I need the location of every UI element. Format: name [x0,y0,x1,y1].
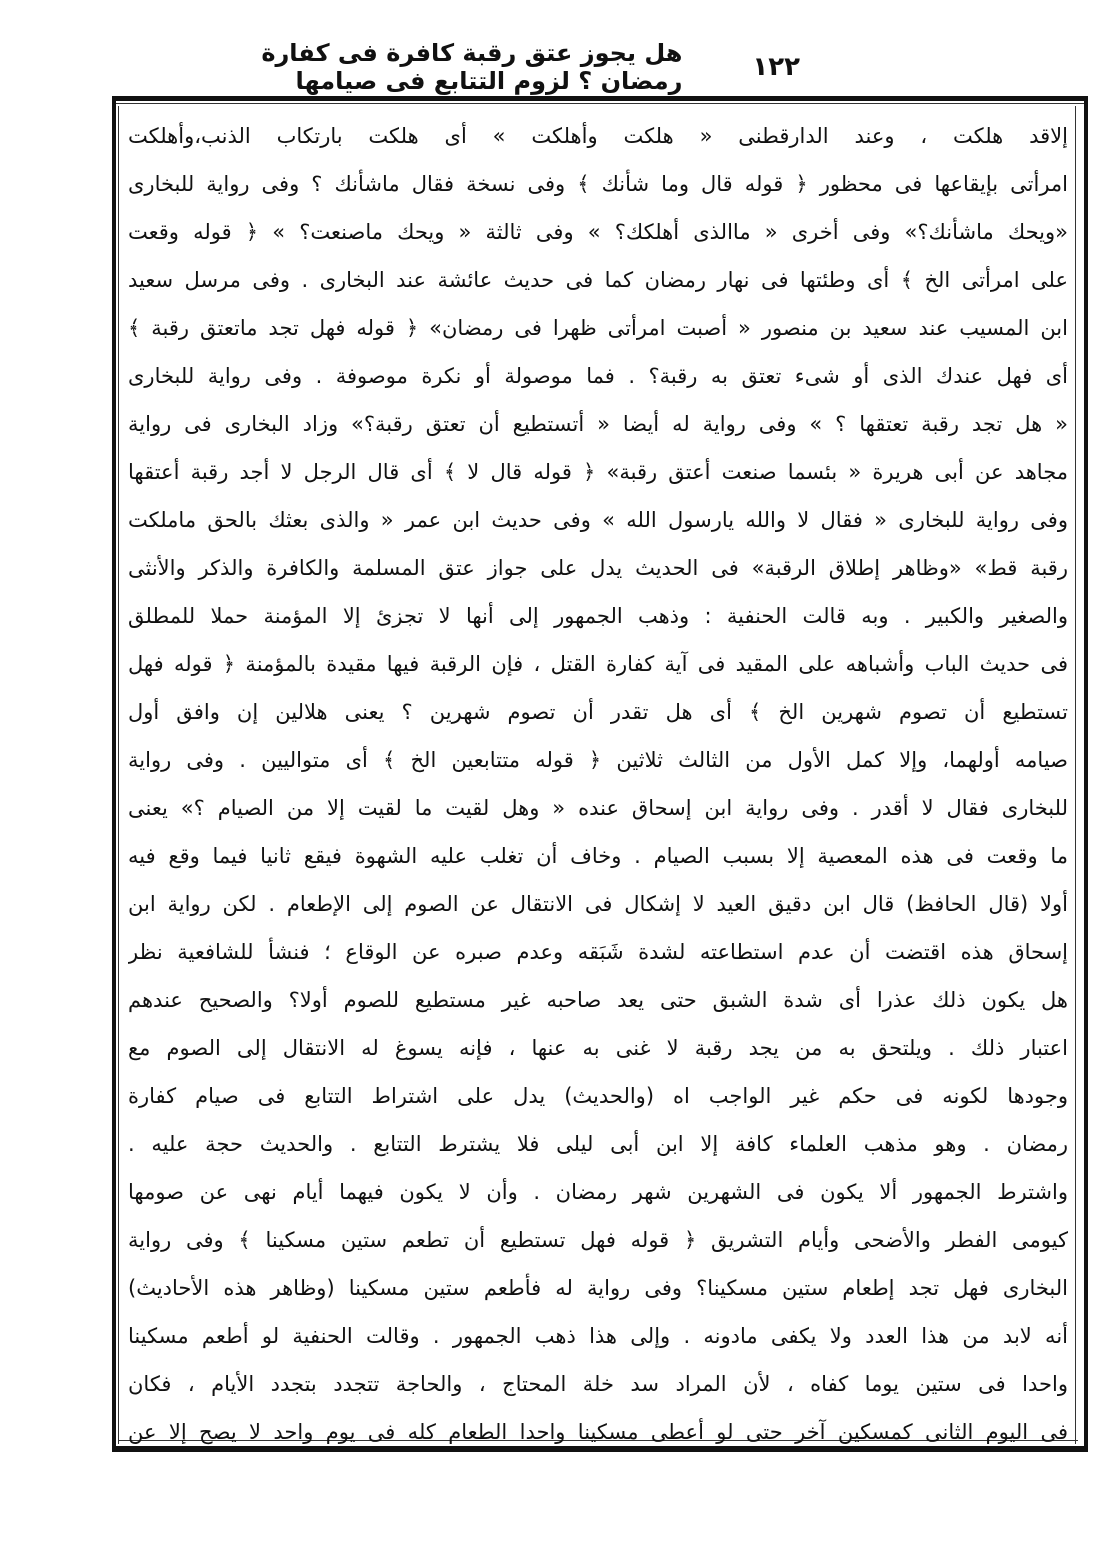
text-line: أى فهل عندك الذى أو شىء تعتق به رقبة؟ . فما موصولة أو نكرة موصوفة . وفى رواية للبخارى [128,364,1068,388]
text-line: هل يكون ذلك عذرا أى شدة الشبق حتى يعد صاحبه غير مستطيع للصوم أولا؟ والصحيح عندهم [128,988,1068,1012]
text-line: «ويحك ماشأنك؟» وفى أخرى « ماالذى أهلكك؟ » وفى ثالثة « ويحك ماصنعت؟ » ﴿ قوله وقعت [128,220,1068,244]
text-line: أنه لابد من هذا العدد ولا يكفى مادونه . وإلى هذا ذهب الجمهور . وقالت الحنفية لو أطعم مسكينا [128,1324,1068,1348]
text-line: ما وقعت فى هذه المعصية إلا بسبب الصيام . وخاف أن تغلب عليه الشهوة فيقع ثانيا فيما وقع فيه [128,844,1068,868]
text-line: امرأتى بإيقاعها فى محظور ﴿ قوله قال وما شأنك ﴾ وفى نسخة فقال ماشأنك ؟ وفى رواية للبخارى [128,172,1068,196]
text-line: وجودها لكونه فى حكم غير الواجب اه (والحديث) يدل على اشتراط التتابع فى صيام كفارة [128,1084,1068,1108]
text-line: والصغير والكبير . وبه قالت الحنفية : وذهب الجمهور إلى أنها لا تجزئ إلا المؤمنة حملا للمطلق [128,604,1068,628]
text-line: رمضان . وهو مذهب العلماء كافة إلا ابن أبى ليلى فلا يشترط التتابع . والحديث حجة عليه . [128,1132,1068,1156]
text-line: « هل تجد رقبة تعتقها ؟ » وفى رواية له أيضا « أتستطيع أن تعتق رقبة؟» وزاد البخارى فى رواية [128,412,1068,436]
text-line: أولا (قال الحافظ) قال ابن دقيق العيد لا إشكال فى الانتقال عن الصوم إلى الإطعام . لكن رواية ابن [128,892,1068,916]
text-line: ابن المسيب عند سعيد بن منصور « أصبت امرأتى ظهرا فى رمضان» ﴿ قوله فهل تجد ماتعتق رقبة ﴾ [128,316,1068,340]
text-line: البخارى فهل تجد إطعام ستين مسكينا؟ وفى رواية له فأطعم ستين مسكينا (وظاهر هذه الأحاديث) [128,1276,1068,1300]
text-line: مجاهد عن أبى هريرة « بئسما صنعت أعتق رقبة» ﴿ قوله قال لا ﴾ أى قال الرجل لا أجد رقبة أعتقها [128,460,1068,484]
text-line: إلاقد هلكت ، وعند الدارقطنى « هلكت وأهلكت » أى هلكت بارتكاب الذنب،وأهلكت [128,124,1068,148]
text-line: تستطيع أن تصوم شهرين الخ ﴾ أى هل تقدر أن تصوم شهرين ؟ يعنى هلالين إن وافق أول [128,700,1068,724]
text-line: وفى رواية للبخارى « فقال لا والله يارسول الله » وفى حديث ابن عمر « والذى بعثك بالحق ماملكت [128,508,1068,532]
text-line: فى اليوم الثانى كمسكين آخر حتى لو أعطى مسكينا واحدا الطعام كله فى يوم واحد لا يصح إلا عن [128,1420,1068,1444]
text-line: على امرأتى الخ ﴾ أى وطئتها فى نهار رمضان كما فى حديث عائشة عند البخارى . وفى مرسل سعيد [128,268,1068,292]
text-line: واحدا فى ستين يوما كفاه ، لأن المراد سد خلة المحتاج ، والحاجة تتجدد بتجدد الأيام ، فكان [128,1372,1068,1396]
running-title: هل يجوز عتق رقبة كافرة فى كفارة رمضان ؟ لزوم التتابع فى صيامها [261,39,683,95]
text-line: واشترط الجمهور ألا يكون فى الشهرين شهر رمضان . وأن لا يكون فيهما أيام نهى عن صومها [128,1180,1068,1204]
text-line: للبخارى فقال لا أقدر . وفى رواية ابن إسحاق عنده « وهل لقيت ما لقيت إلا من الصيام ؟» يعنى [128,796,1068,820]
text-line: صيامه أولهما، وإلا كمل الأول من الثالث ثلاثين ﴿ قوله متتابعين الخ ﴾ أى متواليين . وفى رواية [128,748,1068,772]
text-line: اعتبار ذلك . ويلتحق به من يجد رقبة لا غنى به عنها ، فإنه يسوغ له الانتقال إلى الصوم مع [128,1036,1068,1060]
page-number: ١٢٢ [752,52,800,82]
text-line: إسحاق هذه اقتضت أن عدم استطاعته لشدة شَبَقه وعدم صبره عن الوقاع ؛ فنشأ للشافعية نظر [128,940,1068,964]
text-line: فى حديث الباب وأشباهه على المقيد فى آية كفارة القتل ، فإن الرقبة فيها مقيدة بالمؤمنة ﴿ قوله فهل [128,652,1068,676]
text-line: رقبة قط» «وظاهر إطلاق الرقبة» فى الحديث يدل على جواز عتق المسلمة والكافرة والذكر والأنثى [128,556,1068,580]
running-header [220,39,800,95]
text-line: كيومى الفطر والأضحى وأيام التشريق ﴿ قوله فهل تستطيع أن تطعم ستين مسكينا ﴾ وفى رواية [128,1228,1068,1252]
body-text [128,112,1068,1456]
